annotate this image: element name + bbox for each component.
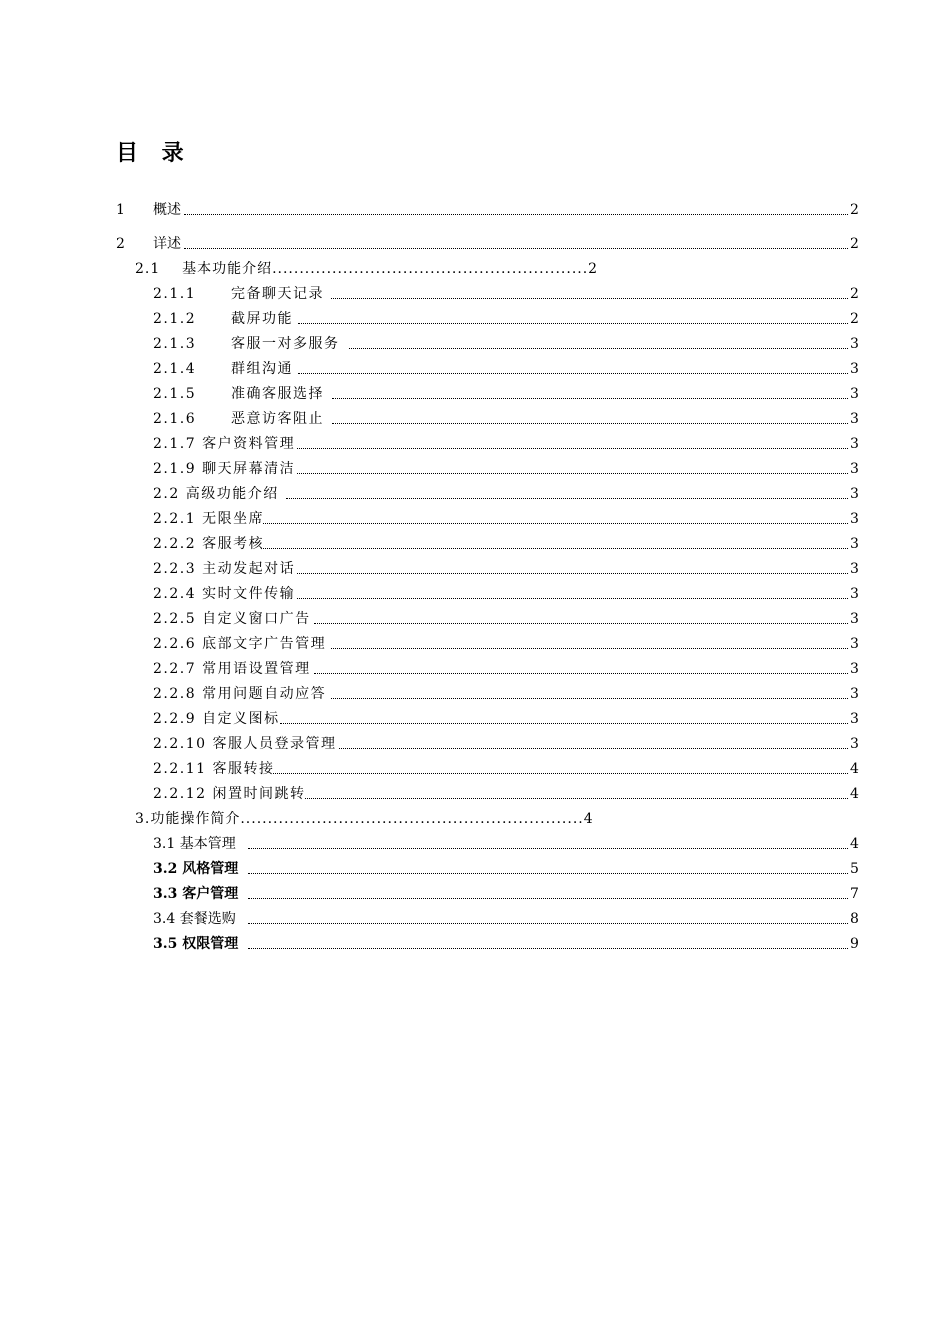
toc-entry-line: 3.功能操作简介...............................................................4 [135, 811, 594, 827]
toc-entry-page: 3 [850, 561, 859, 577]
toc-leader-dots [297, 473, 848, 474]
toc-entry-page: 3 [850, 386, 859, 402]
toc-leader-dots [314, 623, 848, 624]
toc-entry-title: 3.3 客户管理 [153, 886, 239, 902]
toc-entry[interactable] [153, 309, 860, 329]
toc-leader-dots [297, 573, 848, 574]
toc-entry[interactable] [153, 859, 860, 879]
toc-entry-page: 3 [850, 436, 859, 452]
toc-entry-title: 2.2.9 自定义图标 [153, 711, 280, 727]
toc-entry-title: 2.2.2 客服考核 [153, 536, 265, 552]
toc-entry[interactable] [153, 659, 860, 679]
toc-entry[interactable] [153, 434, 860, 454]
toc-entry-title: 2.1.7 客户资料管理 [153, 436, 296, 452]
toc-entry-title: 2.2.5 自定义窗口广告 [153, 611, 311, 627]
toc-leader-dots [349, 348, 848, 349]
toc-entry-title: 详述 [153, 236, 181, 252]
toc-entry-page: 7 [850, 886, 859, 902]
toc-entry-title: 2.2.3 主动发起对话 [153, 561, 296, 577]
toc-entry[interactable] [135, 259, 795, 279]
toc-entry-page: 2 [850, 286, 859, 302]
toc-entry-page: 3 [850, 636, 859, 652]
toc-entry-page: 3 [850, 486, 859, 502]
toc-entry-page: 2 [850, 311, 859, 327]
toc-entry-page: 2 [850, 236, 859, 252]
toc-entry-page: 2 [850, 202, 859, 218]
toc-entry[interactable] [153, 384, 860, 404]
toc-entry[interactable] [153, 334, 860, 354]
toc-leader-dots [331, 698, 848, 699]
toc-entry[interactable] [153, 409, 860, 429]
toc-leader-dots [248, 898, 848, 899]
toc-entry-number: 2.1.2 [153, 311, 197, 327]
toc-entry-title: 2.2.10 客服人员登录管理 [153, 736, 337, 752]
toc-title: 目 录 [116, 140, 192, 166]
toc-leader-dots [331, 648, 848, 649]
toc-entry-number: 2.1.5 [153, 386, 197, 402]
toc-entry-page: 3 [850, 686, 859, 702]
toc-entry-page: 3 [850, 511, 859, 527]
toc-entry[interactable] [153, 484, 860, 504]
toc-entry-title: 2.2.4 实时文件传输 [153, 586, 296, 602]
toc-entry[interactable] [153, 284, 860, 304]
toc-entry[interactable] [153, 359, 860, 379]
toc-entry-page: 3 [850, 361, 859, 377]
toc-leader-dots [305, 798, 848, 799]
toc-entry[interactable] [116, 234, 860, 254]
toc-entry-title: 2.2.7 常用语设置管理 [153, 661, 311, 677]
toc-entry-page: 9 [850, 936, 859, 952]
toc-entry[interactable] [135, 809, 795, 829]
toc-entry-title: 群组沟通 [231, 361, 293, 377]
toc-entry-page: 3 [850, 536, 859, 552]
toc-entry-page: 3 [850, 711, 859, 727]
toc-leader-dots [280, 723, 848, 724]
toc-entry[interactable] [153, 884, 860, 904]
toc-entry-number: 2.1.1 [153, 286, 197, 302]
toc-entry-title: 截屏功能 [231, 311, 293, 327]
toc-entry-title: 客服一对多服务 [231, 336, 340, 352]
toc-entry-title: 2.2 高级功能介绍 [153, 486, 279, 502]
toc-entry-page: 4 [850, 761, 859, 777]
toc-entry-number: 1 [116, 202, 125, 218]
toc-entry[interactable] [153, 934, 860, 954]
toc-entry[interactable] [153, 709, 860, 729]
toc-leader-dots [331, 298, 848, 299]
toc-leader-dots [263, 523, 848, 524]
toc-entry[interactable] [153, 634, 860, 654]
toc-leader-dots [248, 923, 848, 924]
toc-entry-title: 恶意访客阻止 [231, 411, 324, 427]
toc-leader-dots [248, 873, 848, 874]
toc-leader-dots [332, 423, 848, 424]
toc-entry[interactable] [153, 459, 860, 479]
toc-leader-dots [248, 848, 848, 849]
toc-entry-number: 2.1.4 [153, 361, 197, 377]
toc-leader-dots [298, 373, 848, 374]
toc-leader-dots [248, 948, 848, 949]
toc-entry-title: 2.2.8 常用问题自动应答 [153, 686, 327, 702]
toc-entry-title: 2.2.6 底部文字广告管理 [153, 636, 327, 652]
toc-leader-dots [184, 214, 848, 215]
toc-entry-page: 3 [850, 661, 859, 677]
toc-entry-title: 完备聊天记录 [231, 286, 324, 302]
toc-entry-title: 2.1.9 聊天屏幕清洁 [153, 461, 296, 477]
toc-entry-page: 5 [850, 861, 859, 877]
toc-entry-title: 准确客服选择 [231, 386, 324, 402]
toc-entry[interactable] [153, 784, 860, 804]
toc-entry-page: 3 [850, 336, 859, 352]
toc-entry-title: 2.2.11 客服转接 [153, 761, 275, 777]
toc-entry-page: 3 [850, 461, 859, 477]
toc-entry[interactable] [153, 834, 860, 854]
toc-entry-page: 3 [850, 411, 859, 427]
toc-entry[interactable] [153, 759, 860, 779]
toc-entry-page: 3 [850, 736, 859, 752]
toc-entry[interactable] [153, 734, 860, 754]
toc-leader-dots [332, 398, 848, 399]
toc-entry[interactable] [153, 584, 860, 604]
toc-entry-title: 3.5 权限管理 [153, 936, 239, 952]
toc-entry-title: 2.2.1 无限坐席 [153, 511, 265, 527]
toc-entry[interactable] [153, 559, 860, 579]
toc-entry-page: 8 [850, 911, 859, 927]
toc-leader-dots [273, 773, 848, 774]
toc-entry-line: 2.1 基本功能介绍..........................................................2 [135, 261, 599, 277]
toc-leader-dots [297, 448, 848, 449]
toc-entry-page: 3 [850, 611, 859, 627]
toc-entry-number: 2.1.3 [153, 336, 197, 352]
toc-entry[interactable] [153, 534, 860, 554]
toc-entry-title: 3.1 基本管理 [153, 836, 236, 852]
toc-entry[interactable] [116, 200, 860, 220]
toc-entry-title: 3.2 风格管理 [153, 861, 239, 877]
toc-leader-dots [184, 248, 848, 249]
toc-entry[interactable] [153, 509, 860, 529]
toc-entry-number: 2.1.6 [153, 411, 197, 427]
toc-leader-dots [339, 748, 848, 749]
toc-entry-title: 3.4 套餐选购 [153, 911, 236, 927]
toc-leader-dots [297, 598, 848, 599]
toc-entry[interactable] [153, 909, 860, 929]
toc-leader-dots [298, 323, 848, 324]
toc-entry-number: 2 [116, 236, 125, 252]
toc-entry-page: 3 [850, 586, 859, 602]
toc-entry-page: 4 [850, 836, 859, 852]
toc-entry-title: 概述 [153, 202, 181, 218]
toc-leader-dots [263, 548, 848, 549]
toc-leader-dots [314, 673, 848, 674]
toc-entry-page: 4 [850, 786, 859, 802]
toc-entry-title: 2.2.12 闲置时间跳转 [153, 786, 306, 802]
toc-leader-dots [286, 498, 848, 499]
toc-entry[interactable] [153, 609, 860, 629]
toc-entry[interactable] [153, 684, 860, 704]
